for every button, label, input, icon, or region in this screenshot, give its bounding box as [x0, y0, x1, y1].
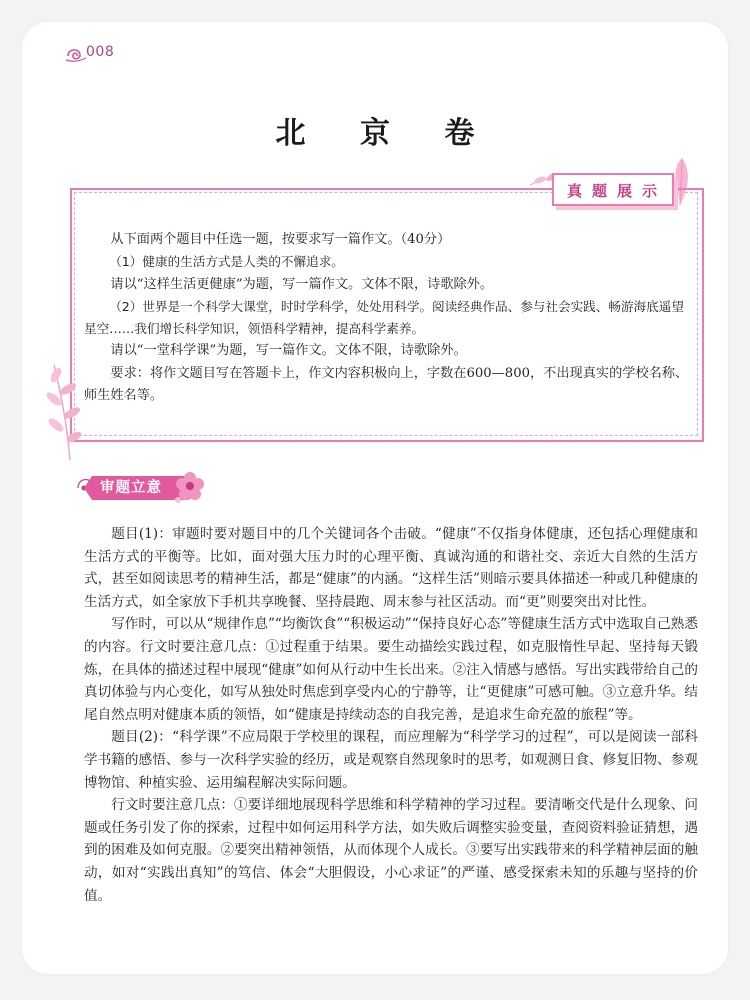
analysis-paragraph: 行文时要注意几点：①要详细地展现科学思维和科学精神的学习过程。要清晰交代是什么现象、问题或任务引发了你的探索，过程中如何运用科学方法，如失败后调整实验变量，查阅资料验证猜想，遇到的困难及如何克服。②要突出精神领悟，从而体现个人成长。③要写出实践带来的科学精神层面的触动，如对“实践出真知”的笃信、体会“大胆假设，小心求证”的严谨、感受探索未知的乐趣与坚持的价值。 — [84, 797, 698, 904]
question-paragraph: 要求：将作文题目写在答题卡上，作文内容积极向上，字数在600—800，不出现真实的学校名称、师生姓名等。 — [84, 365, 689, 404]
analysis-paragraph: 题目(2)：“科学课”不应局限于学校里的课程，而应理解为“科学学习的过程”，可以是阅读一部科学书籍的感悟、参与一次科学实验的经历，或是观察自然现象时的思考，如观测日食、修复旧物、参观博物馆、种植实验、运用编程解决实际问题。 — [84, 729, 698, 791]
analysis-paragraph: 写作时，可以从“规律作息”“均衡饮食”“积极运动”“保持良好心态”等健康生活方式中选取自己熟悉的内容。行文时要注意几点：①过程重于结果。要生动描绘实践过程，如克服惰性早起、坚持每天锻炼，在具体的描述过程中展现“健康”如何从行动中生长出来。②注入情感与感悟。写出实践带给自己的真切体验与内心变化，如写从独处时焦虑到享受内心的宁静等，让“更健康”可感可触。③立意升华。结尾自然点明对健康本质的领悟，如“健康是持续动态的自我完善，是追求生命充盈的旅程”等。 — [84, 616, 698, 723]
flower-decoration-icon — [170, 466, 210, 506]
banner-real-question: 真题展示 — [552, 173, 674, 206]
question-paragraph: 请以“一堂科学课”为题，写一篇作文。文体不限，诗歌除外。 — [110, 343, 467, 359]
question-paragraph: （2）世界是一个科学大课堂，时时学科学，处处用科学。阅读经典作品、参与社会实践、畅游海底遥望星空……我们增长科学知识，领悟科学精神，提高科学素养。 — [84, 298, 684, 337]
question-paragraph: 请以“这样生活更健康”为题，写一篇作文。文体不限，诗歌除外。 — [110, 276, 494, 292]
page-number-ornament-icon — [64, 44, 88, 64]
page-number: 008 — [86, 44, 115, 60]
question-paragraph: 从下面两个题目中任选一题，按要求写一篇作文。（40分） — [110, 232, 451, 247]
fern-decoration-icon — [40, 355, 90, 465]
section-tag-label: 审题立意 — [100, 480, 162, 496]
analysis-paragraph: 题目(1)：审题时要对题目中的几个关键词各个击破。“健康”不仅指身体健康，还包括心理健康和生活方式的平衡等。比如，面对强大压力时的心理平衡、真诚沟通的和谐社交、亲近大自然的生活方式，甚至如阅读思考的精神生活，都是“健康”的内涵。“这样生活”则暗示要具体描述一种或几种健康的生活方式，如全家放下手机共享晚餐、坚持晨跑、周末参与社区活动。而“更”则要突出对比性。 — [84, 526, 698, 610]
question-text — [84, 229, 696, 407]
analysis-body — [84, 523, 698, 907]
page-title: 北 京 卷 — [275, 116, 497, 151]
question-paragraph: （1）健康的生活方式是人类的不懈追求。 — [109, 254, 344, 270]
